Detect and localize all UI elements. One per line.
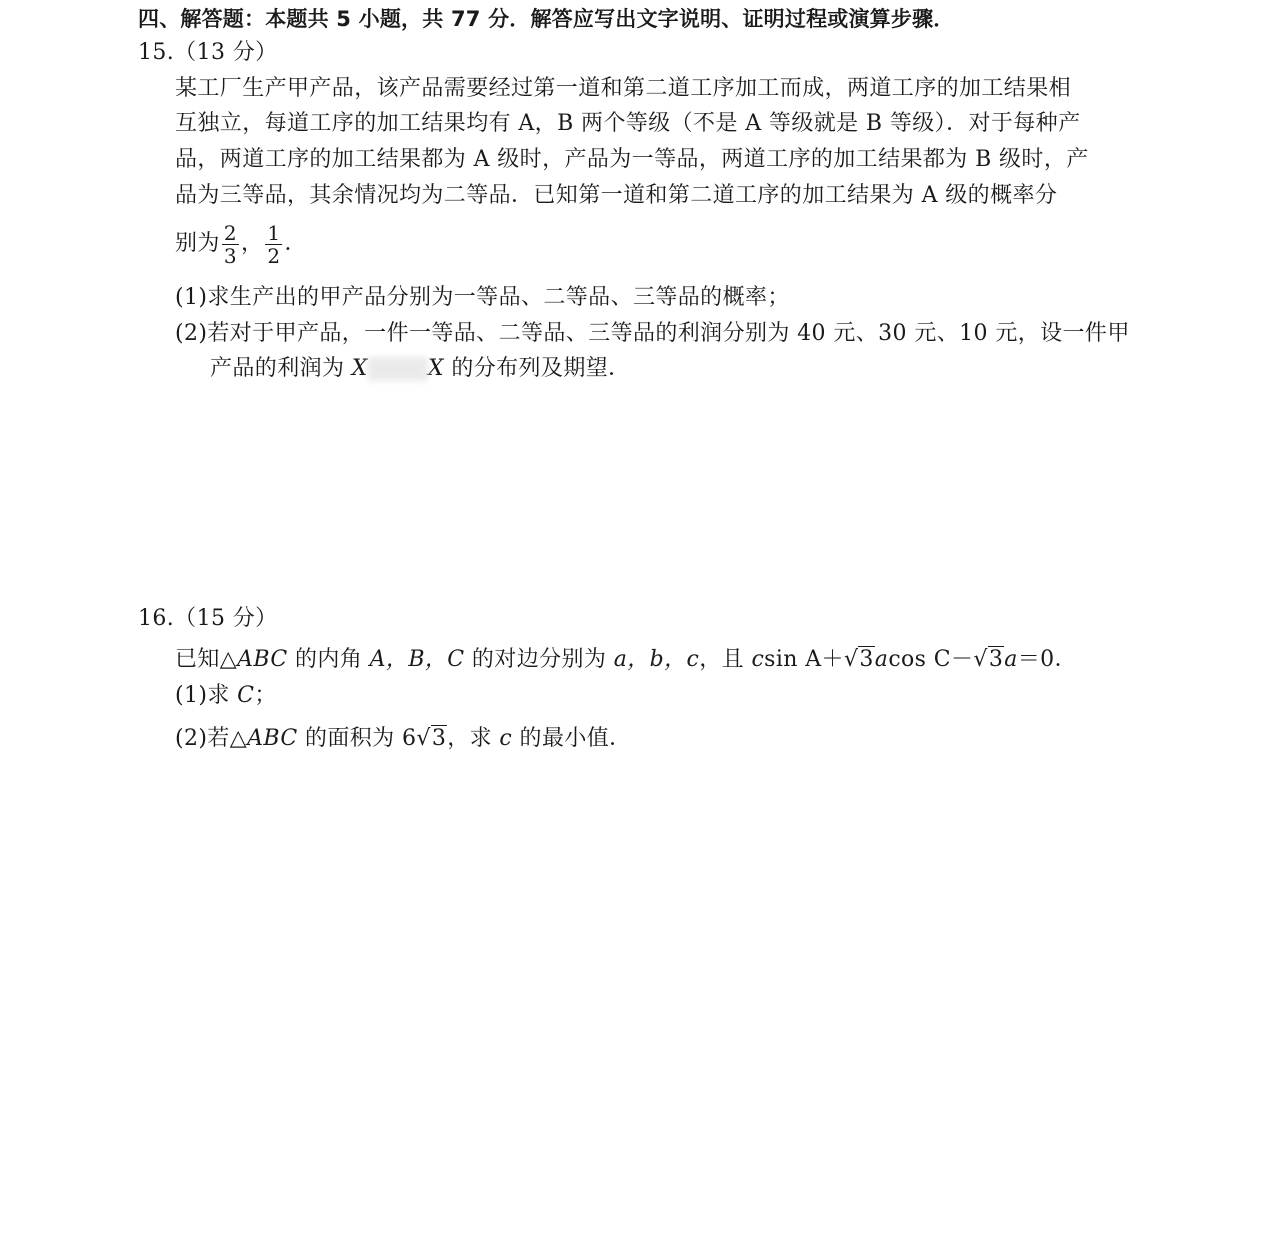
q15-part-2-line-2 <box>210 354 631 384</box>
equation-cos-term: cos C－ <box>888 647 974 672</box>
equation-sin-term: sin A＋ <box>764 647 844 672</box>
q15-prob-separator: ， <box>240 231 264 256</box>
q16-stem-text: 已知△ <box>175 647 238 672</box>
equation-var-a: a <box>874 647 889 672</box>
variable-c-side: c <box>499 726 513 751</box>
obscured-text-smudge <box>368 357 428 381</box>
q15-part-2-line-1: (2)若对于甲产品，一件一等品、二等品、三等品的利润分别为 40 元、30 元、10 元，设一件甲 <box>175 321 1130 346</box>
question-16-number: 16.（15 分） <box>138 606 278 631</box>
q15-text-line-1: 某工厂生产甲产品，该产品需要经过第一道和第二道工序加工而成，两道工序的加工结果相 <box>175 76 1072 101</box>
triangle-label: ABC <box>237 647 288 672</box>
radicand: 3 <box>988 647 1004 672</box>
fraction-one-half <box>265 222 282 267</box>
q15-part-2-text-a: 产品的利润为 <box>210 356 352 381</box>
equation-var-c: c <box>751 647 765 672</box>
q15-part-2-text-c: 的分布列及期望． <box>443 356 631 381</box>
fraction-denominator: 2 <box>267 243 281 268</box>
fraction-numerator: 1 <box>267 220 281 245</box>
radicand: 3 <box>431 726 447 751</box>
q16-part-1 <box>175 681 277 711</box>
q15-text-line-4: 品为三等品，其余情况均为二等品．已知第一道和第二道工序的加工结果为 A 级的概率分 <box>175 183 1058 208</box>
q16-part-2-text: 的面积为 6 <box>297 726 417 751</box>
equation-var-a: a <box>1004 647 1018 672</box>
variable-x: X <box>427 356 444 381</box>
q16-stem-text: 的内角 <box>287 647 370 672</box>
fraction-two-thirds <box>222 222 239 267</box>
q16-stem-text: ，且 <box>699 647 752 672</box>
q15-part-1: (1)求生产出的甲产品分别为一等品、二等品、三等品的概率； <box>175 285 790 310</box>
variable-x: X <box>351 356 368 381</box>
q16-part-2-text: (2)若△ <box>175 726 248 751</box>
angle-variables: A，B，C <box>369 647 465 672</box>
q16-stem <box>175 645 1077 675</box>
q15-prob-end: ． <box>284 231 307 256</box>
sqrt-3: √3 <box>416 726 447 751</box>
side-variables: a，b，c <box>613 647 700 672</box>
triangle-label: ABC <box>247 726 298 751</box>
q16-stem-text: 的对边分别为 <box>464 647 614 672</box>
sqrt-3: √3 <box>973 647 1004 672</box>
section-heading: 四、解答题：本题共 5 小题，共 77 分．解答应写出文字说明、证明过程或演算步骤． <box>138 7 955 31</box>
radicand: 3 <box>859 647 874 672</box>
sqrt-3: √3 <box>843 647 874 672</box>
q15-probabilities <box>175 220 307 268</box>
q16-part-2-end: 的最小值． <box>512 726 632 751</box>
q15-text-line-2: 互独立，每道工序的加工结果均有 A，B 两个等级（不是 A 等级就是 B 等级）．对于每种产 <box>175 111 1081 136</box>
q16-part-2 <box>175 724 632 754</box>
fraction-numerator: 2 <box>223 220 237 245</box>
q15-prob-prefix: 别为 <box>175 231 220 256</box>
question-15-number: 15.（13 分） <box>138 40 278 65</box>
q15-text-line-3: 品，两道工序的加工结果都为 A 级时，产品为一等品，两道工序的加工结果都为 B 级时，产 <box>175 147 1089 172</box>
q16-part-1-text: (1)求 <box>175 683 238 708</box>
variable-c-angle: C <box>237 683 255 708</box>
q16-part-2-text: ，求 <box>447 726 500 751</box>
q16-part-1-end: ； <box>254 683 277 708</box>
equation-end: ＝0． <box>1017 647 1077 672</box>
fraction-denominator: 3 <box>223 243 237 268</box>
